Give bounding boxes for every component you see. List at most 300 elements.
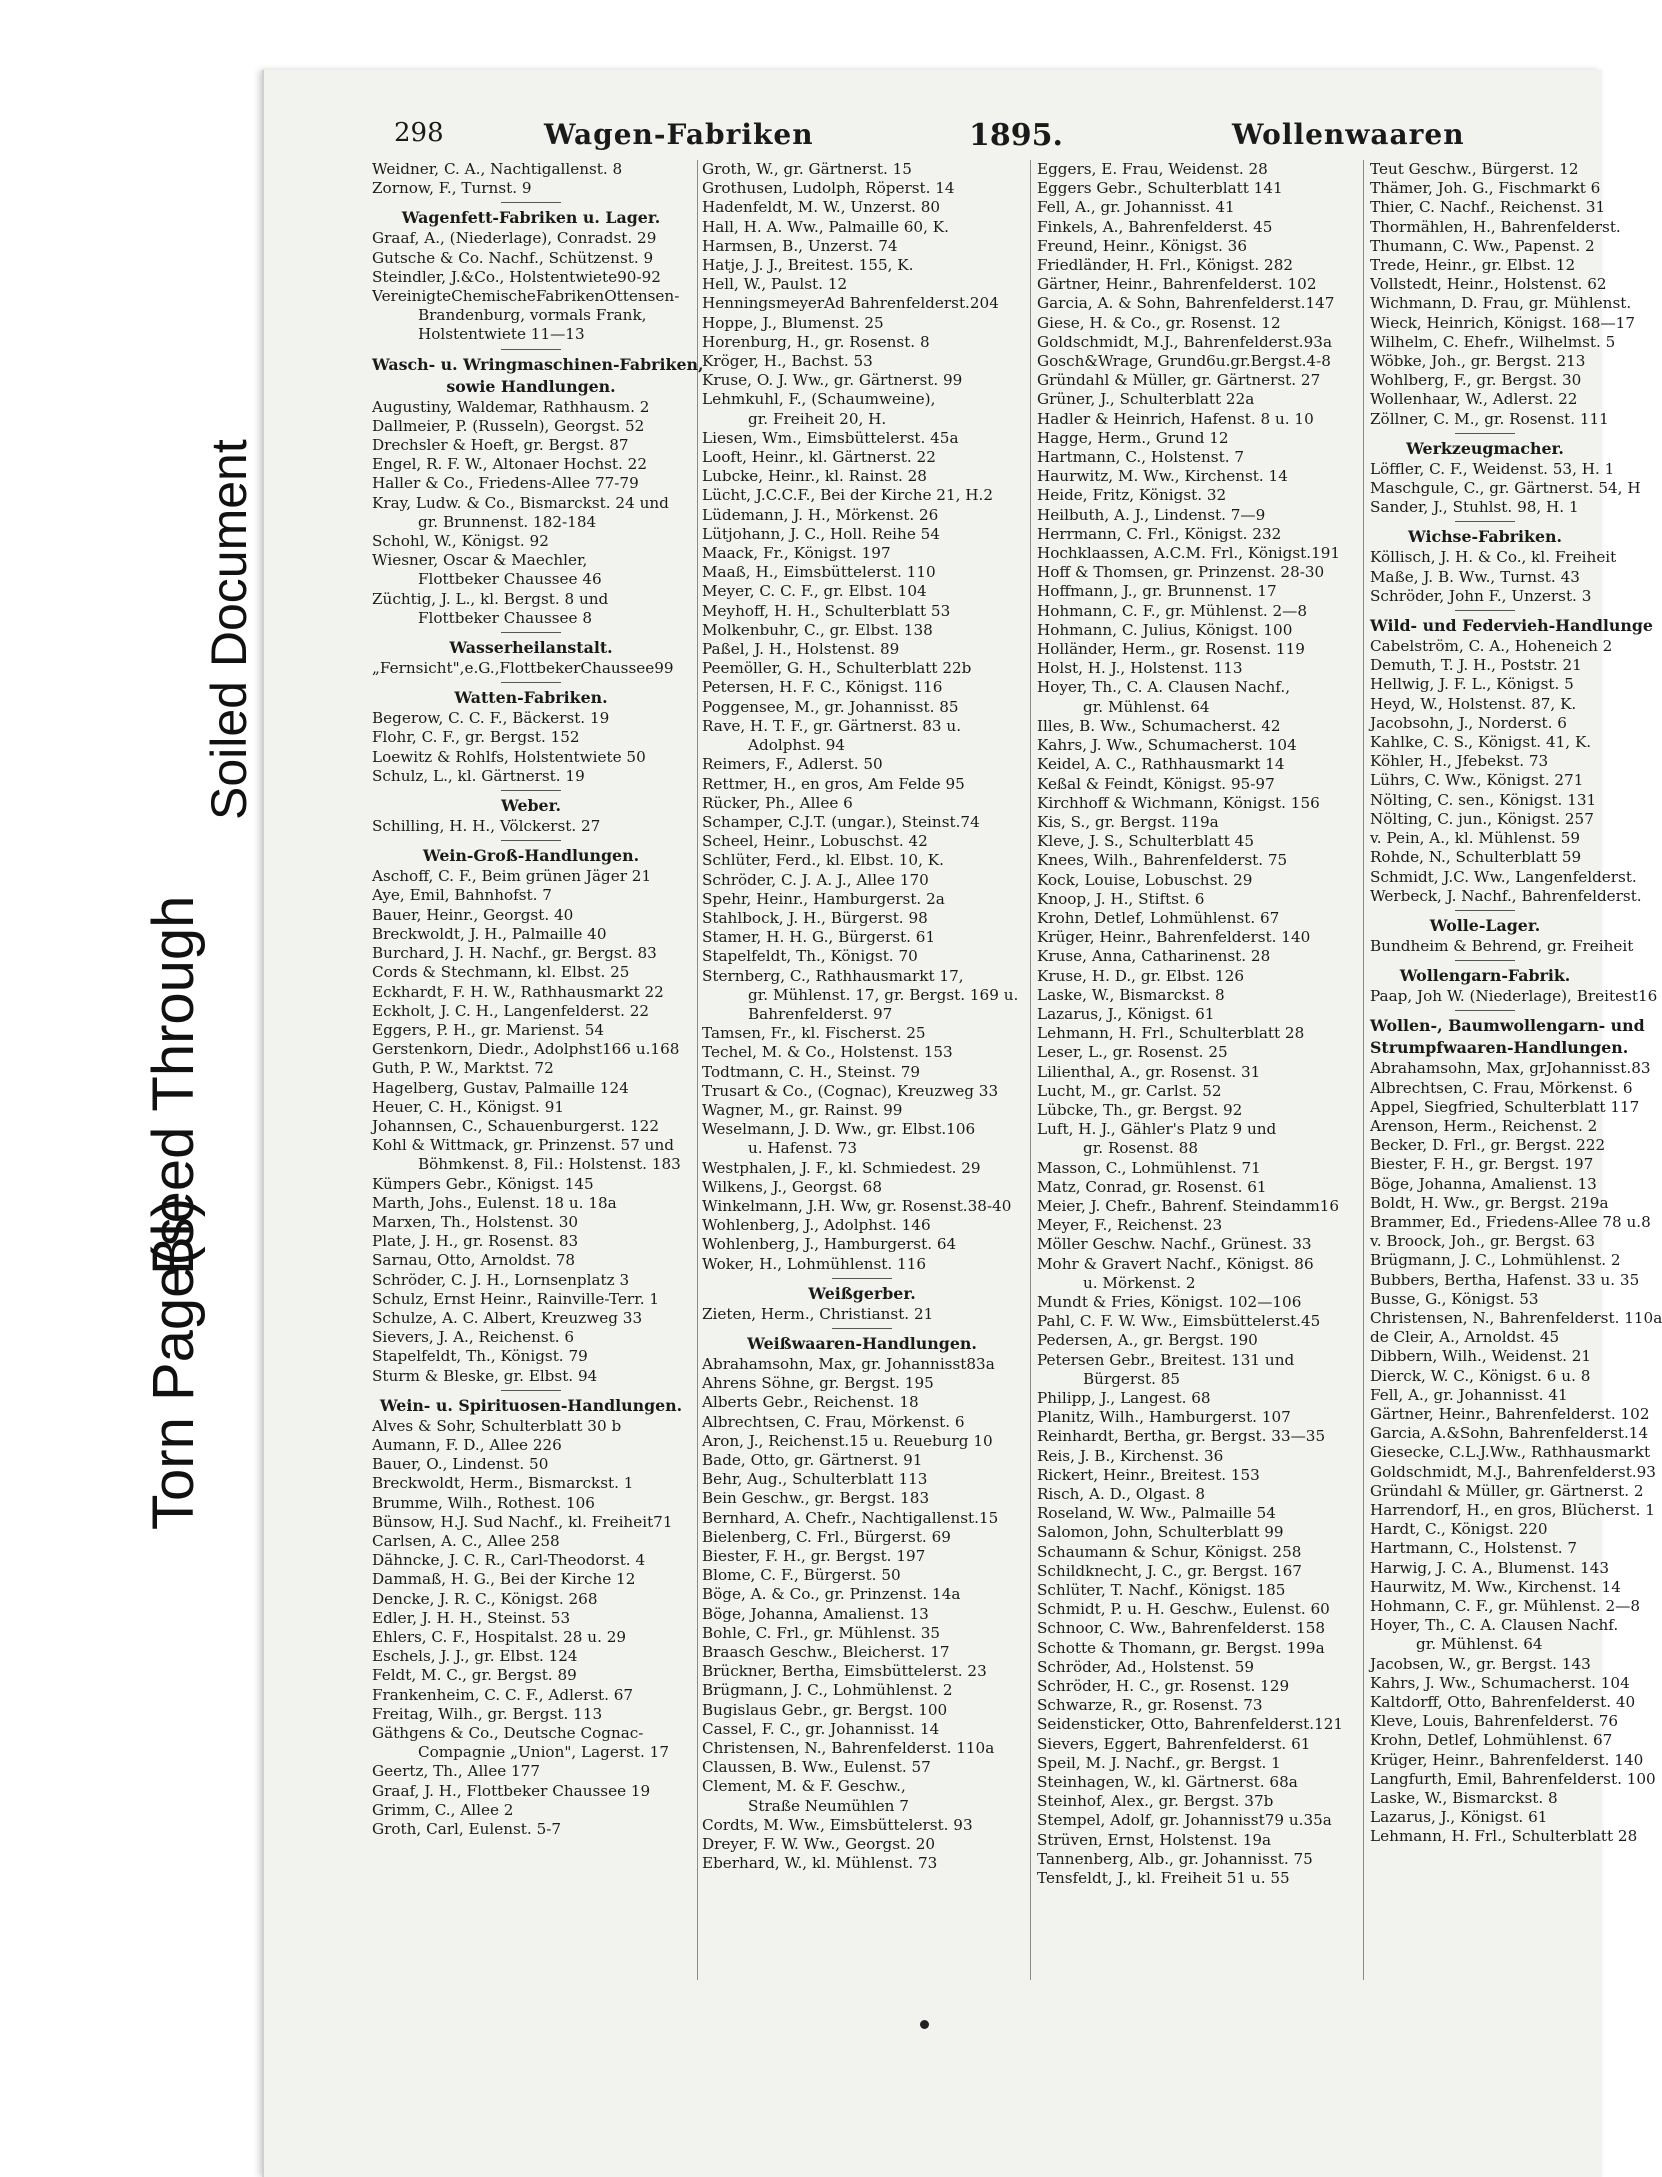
directory-entry: Illes, B. Ww., Schumacherst. 42 (1037, 716, 1281, 735)
directory-entry: Behr, Aug., Schulterblatt 113 (702, 1470, 928, 1489)
directory-entry: Eggers Gebr., Schulterblatt 141 (1037, 179, 1283, 198)
directory-entry: Steindler, J.&Co., Holstentwiete90-92 (372, 267, 661, 286)
directory-entry: Dähncke, J. C. R., Carl-Theodorst. 4 (372, 1551, 646, 1570)
directory-entry: Goldschmidt, M.J., Bahrenfelderst.93 (1370, 1462, 1656, 1481)
directory-entry: Eggers, P. H., gr. Marienst. 54 (372, 1020, 605, 1039)
directory-entry: v. Pein, A., kl. Mühlenst. 59 (1370, 829, 1581, 848)
directory-entry: Krohn, Detlef, Lohmühlenst. 67 (1370, 1731, 1613, 1750)
directory-entry: Sievers, J. A., Reichenst. 6 (372, 1328, 575, 1347)
page-number: 298 (394, 118, 444, 148)
directory-entry: Grothusen, Ludolph, Röperst. 14 (702, 179, 955, 198)
directory-entry: Aschoff, C. F., Beim grünen Jäger 21 (372, 867, 652, 886)
directory-entry: HenningsmeyerAd Bahrenfelderst.204 (702, 294, 999, 313)
directory-entry: Bubbers, Bertha, Hafenst. 33 u. 35 (1370, 1270, 1640, 1289)
directory-entry: Schröder, C. J. A. J., Allee 170 (702, 870, 929, 889)
section-rule (501, 349, 561, 350)
directory-entry: Bauer, Heinr., Georgst. 40 (372, 905, 574, 924)
directory-entry-continuation: gr. Rosenst. 88 (1083, 1139, 1198, 1158)
directory-entry: Brumme, Wilh., Rothest. 106 (372, 1493, 595, 1512)
directory-entry: Wagner, M., gr. Rainst. 99 (702, 1100, 903, 1119)
directory-entry: Sternberg, C., Rathhausmarkt 17, (702, 966, 964, 985)
section-rule (1455, 610, 1515, 611)
directory-entry: Sarnau, Otto, Arnoldst. 78 (372, 1251, 576, 1270)
directory-entry: Schulz, Ernst Heinr., Rainville-Terr. 1 (372, 1289, 660, 1308)
directory-entry: Freitag, Wilh., gr. Bergst. 113 (372, 1704, 603, 1723)
directory-entry-continuation: Böhmkenst. 8, Fil.: Holstenst. 183 (418, 1155, 681, 1174)
directory-entry: Ehlers, C. F., Hospitalst. 28 u. 29 (372, 1628, 627, 1646)
section-heading: Wein- u. Spirituosen-Handlungen. (379, 1395, 683, 1415)
directory-entry: Leser, L., gr. Rosenst. 25 (1037, 1043, 1228, 1062)
directory-entry: Freund, Heinr., Königst. 36 (1037, 236, 1247, 255)
directory-entry: Ahrens Söhne, gr. Bergst. 195 (702, 1374, 934, 1393)
directory-entry: Alberts Gebr., Reichenst. 18 (702, 1393, 919, 1412)
directory-entry: Krüger, Heinr., Bahrenfelderst. 140 (1370, 1750, 1644, 1769)
directory-entry: Risch, A. D., Olgast. 8 (1037, 1485, 1206, 1504)
directory-entry: Hellwig, J. F. L., Königst. 5 (1370, 675, 1574, 694)
section-rule (501, 840, 561, 841)
directory-entry: Biester, F. H., gr. Bergst. 197 (702, 1547, 926, 1566)
directory-entry: Techel, M. & Co., Holstenst. 153 (702, 1043, 953, 1062)
directory-entry: Schmidt, P. u. H. Geschw., Eulenst. 60 (1037, 1600, 1330, 1619)
directory-entry: Grüner, J., Schulterblatt 22a (1037, 390, 1255, 409)
directory-column-2 (702, 160, 1022, 1990)
section-heading: Watten-Fabriken. (454, 688, 608, 708)
directory-entry: Heuer, C. H., Königst. 91 (372, 1097, 565, 1116)
directory-entry: Tannenberg, Alb., gr. Johannisst. 75 (1037, 1849, 1313, 1868)
section-rule (1455, 910, 1515, 911)
directory-entry: Hatje, J. J., Breitest. 155, K. (702, 256, 914, 275)
directory-entry: Kray, Ludw. & Co., Bismarckst. 24 und (372, 493, 669, 512)
directory-entry: de Cleir, A., Arnoldst. 45 (1370, 1328, 1560, 1347)
directory-entry: Feldt, M. C., gr. Bergst. 89 (372, 1666, 577, 1685)
section-heading: Wein-Groß-Handlungen. (422, 846, 640, 866)
directory-entry: Maße, J. B. Ww., Turnst. 43 (1370, 567, 1580, 586)
directory-entry: Steinhagen, W., kl. Gärtnerst. 68a (1037, 1773, 1298, 1792)
directory-entry: Hohmann, C. Julius, Königst. 100 (1037, 620, 1293, 639)
directory-entry: Eberhard, W., kl. Mühlenst. 73 (702, 1854, 938, 1873)
directory-entry: Zornow, F., Turnst. 9 (372, 179, 532, 198)
directory-entry: Carlsen, A. C., Allee 258 (372, 1531, 560, 1550)
directory-entry: Demuth, T. J. H., Poststr. 21 (1370, 656, 1582, 675)
directory-entry: Pahl, C. F. W. Ww., Eimsbüttelerst.45 (1037, 1312, 1321, 1331)
directory-entry: Laske, W., Bismarckst. 8 (1370, 1789, 1558, 1808)
directory-entry: Sander, J., Stuhlst. 98, H. 1 (1370, 498, 1579, 517)
directory-entry: Kruse, Anna, Catharinenst. 28 (1037, 947, 1271, 966)
directory-entry: Schlüter, Ferd., kl. Elbst. 10, K. (702, 851, 944, 870)
directory-entry: Lüdemann, J. H., Mörkenst. 26 (702, 505, 939, 524)
directory-entry: Schröder, H. C., gr. Rosenst. 129 (1037, 1677, 1290, 1696)
directory-entry: Kleve, Louis, Bahrenfelderst. 76 (1370, 1712, 1619, 1731)
section-rule (501, 632, 561, 633)
directory-entry: Aye, Emil, Bahnhofst. 7 (372, 886, 552, 905)
directory-column-3 (1037, 160, 1355, 1990)
torn-pages-label: Torn Page(s) (141, 1197, 206, 1530)
directory-entry: Wieck, Heinrich, Königst. 168—17 (1370, 313, 1635, 332)
directory-entry: Lücht, J.C.C.F., Bei der Kirche 21, H.2 (702, 486, 994, 505)
directory-entry: Maack, Fr., Königst. 197 (702, 544, 891, 563)
directory-entry: Steinhof, Alex., gr. Bergst. 37b (1037, 1792, 1274, 1811)
directory-entry: Mundt & Fries, Königst. 102—106 (1037, 1292, 1302, 1311)
directory-entry: Eckhardt, F. H. W., Rathhausmarkt 22 (372, 982, 664, 1001)
directory-entry: Garcia, A.&Sohn, Bahrenfelderst.14 (1370, 1424, 1649, 1443)
directory-entry: Böge, Johanna, Amalienst. 13 (1370, 1174, 1597, 1193)
directory-entry: „Fernsicht",e.G.,FlottbekerChaussee99 (372, 659, 674, 678)
directory-entry: Hohmann, C. F., gr. Mühlenst. 2—8 (1370, 1597, 1641, 1615)
directory-entry-continuation: gr. Mühlenst. 17, gr. Bergst. 169 u. (748, 985, 1019, 1004)
directory-column-1 (372, 160, 704, 1990)
directory-entry: Heide, Fritz, Königst. 32 (1037, 486, 1227, 505)
directory-entry: Kock, Louise, Lobuschst. 29 (1037, 870, 1253, 889)
directory-entry: Marxen, Th., Holstenst. 30 (372, 1212, 579, 1231)
directory-entry: Thormählen, H., Bahrenfelderst. (1370, 217, 1621, 236)
directory-entry: Maschgule, C., gr. Gärtnerst. 54, H (1370, 479, 1641, 498)
directory-entry: Eggers, E. Frau, Weidenst. 28 (1037, 160, 1268, 178)
directory-entry: Clement, M. & F. Geschw., (702, 1777, 906, 1796)
directory-entry: Teut Geschw., Bürgerst. 12 (1370, 160, 1579, 178)
directory-entry: Wichmann, D. Frau, gr. Mühlenst. (1370, 294, 1632, 313)
section-rule (1455, 433, 1515, 434)
directory-entry: Matz, Conrad, gr. Rosenst. 61 (1037, 1177, 1267, 1196)
directory-entry: Friedländer, H. Frl., Königst. 282 (1037, 256, 1294, 275)
directory-entry: Bugislaus Gebr., gr. Bergst. 100 (702, 1700, 948, 1719)
directory-entry: Krohn, Detlef, Lohmühlenst. 67 (1037, 908, 1280, 927)
directory-entry: Tamsen, Fr., kl. Fischerst. 25 (702, 1024, 926, 1043)
directory-entry: Gutsche & Co. Nachf., Schützenst. 9 (372, 248, 654, 267)
directory-entry: Lazarus, J., Königst. 61 (1037, 1004, 1215, 1023)
directory-entry: Christensen, N., Bahrenfelderst. 110a (1370, 1308, 1662, 1327)
directory-entry: Meyer, F., Reichenst. 23 (1037, 1216, 1223, 1235)
directory-entry: Begerow, C. C. F., Bäckerst. 19 (372, 709, 610, 728)
directory-entry-continuation: u. Hafenst. 73 (748, 1139, 858, 1158)
directory-entry: Hadler & Heinrich, Hafenst. 8 u. 10 (1037, 409, 1314, 428)
directory-entry: Cords & Stechmann, kl. Elbst. 25 (372, 963, 630, 982)
directory-entry: Kümpers Gebr., Königst. 145 (372, 1174, 594, 1193)
directory-entry: Hell, W., Paulst. 12 (702, 275, 848, 294)
section-subheading: sowie Handlungen. (446, 376, 616, 396)
directory-entry: Brammer, Ed., Friedens-Allee 78 u.8 (1370, 1212, 1651, 1231)
directory-entry: Schwarze, R., gr. Rosenst. 73 (1037, 1696, 1263, 1715)
directory-entry: Schröder, C. J. H., Lornsenplatz 3 (372, 1270, 630, 1289)
directory-entry: Hochklaassen, A.C.M. Frl., Königst.191 (1037, 544, 1341, 563)
directory-entry: Busse, G., Königst. 53 (1370, 1289, 1539, 1308)
directory-entry: Lilienthal, A., gr. Rosenst. 31 (1037, 1062, 1261, 1081)
bleed-through-label: Bleed Through (141, 895, 206, 1275)
section-heading: Wolle-Lager. (1429, 915, 1541, 935)
section-heading: Weber. (501, 796, 561, 816)
directory-entry: Fell, A., gr. Johannisst. 41 (1037, 198, 1235, 217)
directory-entry: Lehmkuhl, F., (Schaumweine), (702, 390, 936, 409)
directory-entry: Breckwoldt, J. H., Palmaille 40 (372, 924, 607, 943)
directory-entry: Bielenberg, C. Frl., Bürgerst. 69 (702, 1527, 951, 1546)
directory-entry: Bade, Otto, gr. Gärtnerst. 91 (702, 1451, 923, 1469)
directory-entry: Seidensticker, Otto, Bahrenfelderst.121 (1037, 1715, 1344, 1734)
directory-entry-continuation: gr. Mühlenst. 64 (1416, 1635, 1543, 1654)
directory-entry: Brügmann, J. C., Lohmühlenst. 2 (702, 1681, 953, 1700)
directory-entry: Schnoor, C. Ww., Bahrenfelderst. 158 (1037, 1619, 1326, 1638)
directory-entry: Aumann, F. D., Allee 226 (372, 1435, 562, 1454)
directory-entry: Hall, H. A. Ww., Palmaille 60, K. (702, 217, 949, 236)
directory-entry: Kahrs, J. Ww., Schumacherst. 104 (1370, 1673, 1630, 1692)
directory-entry: Böge, A. & Co., gr. Prinzenst. 14a (702, 1585, 961, 1604)
directory-entry: Herrmann, C. Frl., Königst. 232 (1037, 524, 1282, 543)
directory-entry: Trede, Heinr., gr. Elbst. 12 (1370, 256, 1576, 275)
directory-entry: Heilbuth, A. J., Lindenst. 7—9 (1037, 505, 1266, 524)
section-rule (832, 1328, 892, 1329)
directory-entry: Hadenfeldt, M. W., Unzerst. 80 (702, 198, 941, 217)
directory-entry: Bünsow, H.J. Sud Nachf., kl. Freiheit71 (372, 1512, 673, 1531)
directory-entry: Petersen Gebr., Breitest. 131 und (1037, 1350, 1295, 1369)
section-heading: Werkzeugmacher. (1406, 438, 1564, 458)
directory-entry-continuation: u. Mörkenst. 2 (1083, 1273, 1196, 1292)
header-title-right: Wollenwaaren (1232, 118, 1465, 151)
directory-entry: Hagge, Herm., Grund 12 (1037, 428, 1229, 447)
section-rule (1455, 1010, 1515, 1011)
directory-entry: Dierck, W. C., Königst. 6 u. 8 (1370, 1366, 1591, 1385)
directory-entry: Loewitz & Rohlfs, Holstentwiete 50 (372, 747, 646, 766)
directory-entry: Vollstedt, Heinr., Holstenst. 62 (1370, 275, 1607, 294)
directory-entry: Wollenhaar, W., Adlerst. 22 (1370, 390, 1578, 409)
section-heading: Wasch- u. Wringmaschinen-Fabriken, (372, 354, 704, 374)
section-subheading: Strumpfwaaren-Handlungen. (1370, 1038, 1629, 1058)
directory-entry: Rettmer, H., en gros, Am Felde 95 (702, 774, 965, 793)
directory-entry: Hohmann, C. F., gr. Mühlenst. 2—8 (1037, 601, 1308, 620)
directory-entry: Hoyer, Th., C. A. Clausen Nachf., (1037, 678, 1291, 697)
directory-entry: Reis, J. B., Kirchenst. 36 (1037, 1446, 1224, 1465)
directory-entry: Schamper, C.J.T. (ungar.), Steinst.74 (702, 812, 980, 831)
directory-entry: Hoyer, Th., C. A. Clausen Nachf. (1370, 1616, 1619, 1635)
directory-entry: Dreyer, F. W. Ww., Georgst. 20 (702, 1835, 936, 1854)
directory-entry: Hartmann, C., Holstenst. 7 (1037, 448, 1245, 467)
directory-entry: Schmidt, J.C. Ww., Langenfelderst. (1370, 867, 1637, 886)
directory-entry: Albrechtsen, C. Frau, Mörkenst. 6 (1370, 1078, 1633, 1097)
directory-entry-continuation: gr. Brunnenst. 182-184 (418, 512, 597, 531)
directory-entry: Köllisch, J. H. & Co., kl. Freiheit (1370, 548, 1617, 567)
directory-entry: Hardt, C., Königst. 220 (1370, 1520, 1548, 1539)
directory-entry: Frankenheim, C. C. F., Adlerst. 67 (372, 1685, 634, 1704)
directory-entry: Kahlke, C. S., Königst. 41, K. (1370, 733, 1592, 752)
directory-entry: Haller & Co., Friedens-Allee 77-79 (372, 474, 639, 493)
directory-entry: Groth, Carl, Eulenst. 5-7 (372, 1820, 562, 1839)
directory-entry: Paap, Joh W. (Niederlage), Breitest16 (1370, 987, 1658, 1006)
directory-entry-continuation: gr. Freiheit 20, H. (748, 409, 887, 428)
section-heading: Wagenfett-Fabriken u. Lager. (401, 208, 661, 228)
directory-entry: Wohlberg, F., gr. Bergst. 30 (1370, 371, 1582, 390)
directory-entry: Schilling, H. H., Völckerst. 27 (372, 817, 601, 836)
directory-entry: Meyer, C. C. F., gr. Elbst. 104 (702, 582, 927, 601)
directory-entry: Breckwoldt, Herm., Bismarckst. 1 (372, 1474, 634, 1493)
directory-entry: Meyhoff, H. H., Schulterblatt 53 (702, 601, 951, 620)
directory-entry: Giesecke, C.L.J.Ww., Rathhausmarkt (1370, 1443, 1651, 1462)
directory-entry: Löffler, C. F., Weidenst. 53, H. 1 (1370, 459, 1615, 478)
directory-entry: Rickert, Heinr., Breitest. 153 (1037, 1465, 1260, 1484)
directory-entry: Gosch&Wrage, Grund6u.gr.Bergst.4-8 (1037, 352, 1331, 371)
directory-entry: Goldschmidt, M.J., Bahrenfelderst.93a (1037, 332, 1333, 351)
directory-entry: Meier, J. Chefr., Bahrenf. Steindamm16 (1037, 1196, 1340, 1215)
directory-entry: Johannsen, C., Schauenburgerst. 122 (372, 1116, 659, 1135)
directory-entry: Becker, D. Frl., gr. Bergst. 222 (1370, 1136, 1606, 1155)
directory-entry: VereinigteChemischeFabrikenOttensen- (372, 287, 680, 306)
directory-entry: Cabelström, C. A., Hoheneich 2 (1370, 637, 1613, 656)
directory-entry: Lubcke, Heinr., kl. Rainst. 28 (702, 467, 927, 486)
directory-entry: Plate, J. H., gr. Rosenst. 83 (372, 1232, 579, 1251)
directory-entry: Abrahamsohn, Max, gr. Johannisst83a (702, 1354, 995, 1373)
directory-entry: Kruse, O. J. Ww., gr. Gärtnerst. 99 (702, 371, 963, 390)
directory-entry: Böge, Johanna, Amalienst. 13 (702, 1604, 929, 1623)
directory-entry: Todtmann, C. H., Steinst. 79 (702, 1062, 921, 1081)
directory-entry: Cordts, M. Ww., Eimsbüttelerst. 93 (702, 1815, 973, 1834)
section-heading: Wild- und Federvieh-Handlunge (1370, 616, 1653, 636)
directory-entry: Mohr & Gravert Nachf., Königst. 86 (1037, 1254, 1314, 1273)
directory-entry: Kahrs, J. Ww., Schumacherst. 104 (1037, 736, 1297, 755)
directory-columns (372, 160, 1662, 1990)
directory-entry: Züchtig, J. L., kl. Bergst. 8 und (372, 589, 609, 608)
directory-entry: Keßal & Feindt, Königst. 95-97 (1037, 774, 1275, 793)
directory-entry: Langfurth, Emil, Bahrenfelderst. 100 (1370, 1769, 1656, 1788)
directory-entry: Nölting, C. jun., Königst. 257 (1370, 809, 1594, 828)
directory-entry: Rücker, Ph., Allee 6 (702, 793, 853, 812)
directory-entry: Molkenbuhr, C., gr. Elbst. 138 (702, 620, 933, 639)
directory-entry-continuation: Adolphst. 94 (748, 736, 846, 755)
directory-entry: Lucht, M., gr. Carlst. 52 (1037, 1081, 1222, 1100)
directory-entry: Thämer, Joh. G., Fischmarkt 6 (1370, 179, 1601, 198)
directory-entry: Gärtner, Heinr., Bahrenfelderst. 102 (1037, 275, 1317, 294)
directory-entry: Braasch Geschw., Bleicherst. 17 (702, 1643, 950, 1662)
directory-entry: Abrahamsohn, Max, grJohannisst.83 (1370, 1059, 1651, 1078)
section-rule (501, 790, 561, 791)
section-heading: Weißwaaren-Handlungen. (747, 1333, 977, 1353)
section-rule (1455, 521, 1515, 522)
directory-entry: Laske, W., Bismarckst. 8 (1037, 985, 1225, 1004)
directory-entry: Wohlenberg, J., Adolphst. 146 (702, 1216, 931, 1235)
directory-entry: Kohl & Wittmack, gr. Prinzenst. 57 und (372, 1136, 674, 1155)
directory-entry: Strüven, Ernst, Holstenst. 19a (1037, 1830, 1272, 1849)
directory-entry: Sturm & Bleske, gr. Elbst. 94 (372, 1366, 598, 1385)
directory-entry: Kröger, H., Bachst. 53 (702, 352, 873, 371)
directory-entry: Keidel, A. C., Rathhausmarkt 14 (1037, 755, 1285, 774)
directory-entry: Lazarus, J., Königst. 61 (1370, 1808, 1548, 1827)
directory-entry: Reinhardt, Bertha, gr. Bergst. 33—35 (1037, 1427, 1326, 1446)
directory-entry-continuation: Straße Neumühlen 7 (748, 1796, 909, 1815)
directory-entry: Stahlbock, J. H., Bürgerst. 98 (702, 908, 928, 927)
directory-entry: Zöllner, C. M., gr. Rosenst. 111 (1370, 409, 1609, 428)
directory-entry: Holländer, Herm., gr. Rosenst. 119 (1037, 640, 1305, 659)
directory-entry: Wilhelm, C. Ehefr., Wilhelmst. 5 (1370, 332, 1616, 351)
directory-entry: Trusart & Co., (Cognac), Kreuzweg 33 (702, 1081, 999, 1100)
directory-entry: Weselmann, J. D. Ww., gr. Elbst.106 (702, 1120, 976, 1139)
directory-entry: Looft, Heinr., kl. Gärtnerst. 22 (702, 448, 936, 467)
directory-entry: Heyd, W., Holstenst. 87, K. (1370, 694, 1577, 713)
directory-entry: Speil, M. J. Nachf., gr. Bergst. 1 (1037, 1753, 1281, 1772)
directory-entry: Harrendorf, H., en gros, Blücherst. 1 (1370, 1500, 1655, 1519)
section-rule (1455, 960, 1515, 961)
directory-entry-continuation: Holstentwiete 11—13 (418, 325, 585, 344)
page-header (394, 118, 1600, 158)
directory-entry: Groth, W., gr. Gärtnerst. 15 (702, 160, 912, 178)
directory-entry: Philipp, J., Langest. 68 (1037, 1389, 1211, 1407)
directory-entry: Marth, Johs., Eulenst. 18 u. 18a (372, 1193, 617, 1212)
directory-entry: Hoppe, J., Blumenst. 25 (702, 313, 884, 332)
directory-entry: Haurwitz, M. Ww., Kirchenst. 14 (1370, 1577, 1621, 1596)
directory-entry: Kleve, J. S., Schulterblatt 45 (1037, 832, 1254, 851)
directory-entry: Gründahl & Müller, gr. Gärtnerst. 27 (1037, 371, 1321, 390)
directory-entry: Peemöller, G. H., Schulterblatt 22b (702, 659, 972, 678)
directory-entry: Dallmeier, P. (Russeln), Georgst. 52 (372, 416, 645, 435)
directory-entry: Thumann, C. Ww., Papenst. 2 (1370, 236, 1595, 255)
directory-entry: Rave, H. T. F., gr. Gärtnerst. 83 u. (702, 716, 962, 735)
section-rule (501, 1390, 561, 1391)
directory-entry: Aron, J., Reichenst.15 u. Reueburg 10 (702, 1431, 993, 1450)
directory-entry: Fell, A., gr. Johannisst. 41 (1370, 1385, 1568, 1404)
directory-entry: Dibbern, Wilh., Weidenst. 21 (1370, 1347, 1592, 1366)
directory-entry: Gründahl & Müller, gr. Gärtnerst. 2 (1370, 1481, 1644, 1500)
directory-entry: Graaf, A., (Niederlage), Conradst. 29 (372, 229, 657, 248)
directory-entry: Hoff & Thomsen, gr. Prinzenst. 28-30 (1037, 563, 1325, 582)
directory-entry: Kis, S., gr. Bergst. 119a (1037, 812, 1219, 831)
directory-entry: Knees, Wilh., Bahrenfelderst. 75 (1037, 851, 1288, 870)
directory-entry: Dencke, J. R. C., Königst. 268 (372, 1589, 598, 1608)
directory-entry: Maaß, H., Eimsbüttelerst. 110 (702, 563, 936, 582)
header-title-left: Wagen-Fabriken (544, 118, 814, 151)
directory-entry: Horenburg, H., gr. Rosenst. 8 (702, 332, 930, 351)
directory-entry: Schröder, John F., Unzerst. 3 (1370, 586, 1592, 605)
directory-entry: Stapelfeldt, Th., Königst. 70 (702, 947, 918, 966)
directory-entry: Krüger, Heinr., Bahrenfelderst. 140 (1037, 928, 1311, 947)
directory-entry: Schohl, W., Königst. 92 (372, 532, 549, 551)
directory-entry: Flohr, C. F., gr. Bergst. 152 (372, 728, 580, 747)
directory-entry: Schotte & Thomann, gr. Bergst. 199a (1037, 1638, 1325, 1657)
directory-entry: Harmsen, B., Unzerst. 74 (702, 236, 898, 255)
directory-entry: Jacobsen, W., gr. Bergst. 143 (1370, 1654, 1591, 1673)
directory-entry: Burchard, J. H. Nachf., gr. Bergst. 83 (372, 944, 657, 963)
section-rule (501, 202, 561, 203)
directory-entry: Augustiny, Waldemar, Rathhausm. 2 (372, 397, 650, 416)
directory-entry: Paßel, J. H., Holstenst. 89 (702, 640, 900, 659)
directory-entry: Eckholt, J. C. H., Langenfelderst. 22 (372, 1001, 650, 1020)
directory-entry: Hartmann, C., Holstenst. 7 (1370, 1539, 1578, 1558)
directory-entry: Brügmann, J. C., Lohmühlenst. 2 (1370, 1251, 1621, 1270)
directory-entry: Schlüter, T. Nachf., Königst. 185 (1037, 1581, 1286, 1600)
section-heading: Wollengarn-Fabrik. (1399, 966, 1571, 986)
header-year: 1895. (969, 118, 1063, 153)
directory-entry: Lübcke, Th., gr. Bergst. 92 (1037, 1100, 1243, 1119)
directory-entry: Rohde, N., Schulterblatt 59 (1370, 848, 1582, 867)
directory-entry: Tensfeldt, J., kl. Freiheit 51 u. 55 (1037, 1869, 1290, 1888)
directory-entry: Knoop, J. H., Stiftst. 6 (1037, 889, 1205, 908)
directory-entry: Lührs, C. Ww., Königst. 271 (1370, 771, 1584, 790)
directory-entry: Planitz, Wilh., Hamburgerst. 107 (1037, 1408, 1291, 1427)
directory-entry: Köhler, H., Jfebekst. 73 (1370, 752, 1549, 771)
directory-entry-continuation: gr. Mühlenst. 64 (1083, 697, 1210, 716)
directory-entry: Arenson, Herm., Reichenst. 2 (1370, 1116, 1598, 1135)
directory-entry: Schulze, A. C. Albert, Kreuzweg 33 (372, 1308, 643, 1327)
directory-entry: Woker, H., Lohmühlenst. 116 (702, 1254, 927, 1273)
directory-entry: Christensen, N., Bahrenfelderst. 110a (702, 1739, 995, 1758)
directory-entry-continuation: Compagnie „Union", Lagerst. 17 (418, 1743, 669, 1762)
directory-entry: Grimm, C., Allee 2 (372, 1800, 514, 1819)
directory-entry: Stempel, Adolf, gr. Johannisst79 u.35a (1037, 1811, 1332, 1830)
directory-entry: Schulz, L., kl. Gärtnerst. 19 (372, 766, 585, 785)
directory-entry: Lütjohann, J. C., Holl. Reihe 54 (702, 524, 940, 543)
directory-entry: Giese, H. & Co., gr. Rosenst. 12 (1037, 313, 1281, 332)
directory-entry: Drechsler & Hoeft, gr. Bergst. 87 (372, 436, 629, 455)
directory-entry: Spehr, Heinr., Hamburgerst. 2a (702, 889, 945, 908)
directory-entry-continuation: Brandenburg, vormals Frank, (418, 306, 647, 325)
directory-entry: Möller Geschw. Nachf., Grünest. 33 (1037, 1235, 1312, 1254)
section-heading: Wollen-, Baumwollengarn- und (1370, 1016, 1645, 1036)
directory-entry: Hoffmann, J., gr. Brunnenst. 17 (1037, 582, 1277, 601)
directory-entry: Gäthgens & Co., Deutsche Cognac- (372, 1724, 644, 1743)
directory-entry: Petersen, H. F. C., Königst. 116 (702, 678, 943, 697)
